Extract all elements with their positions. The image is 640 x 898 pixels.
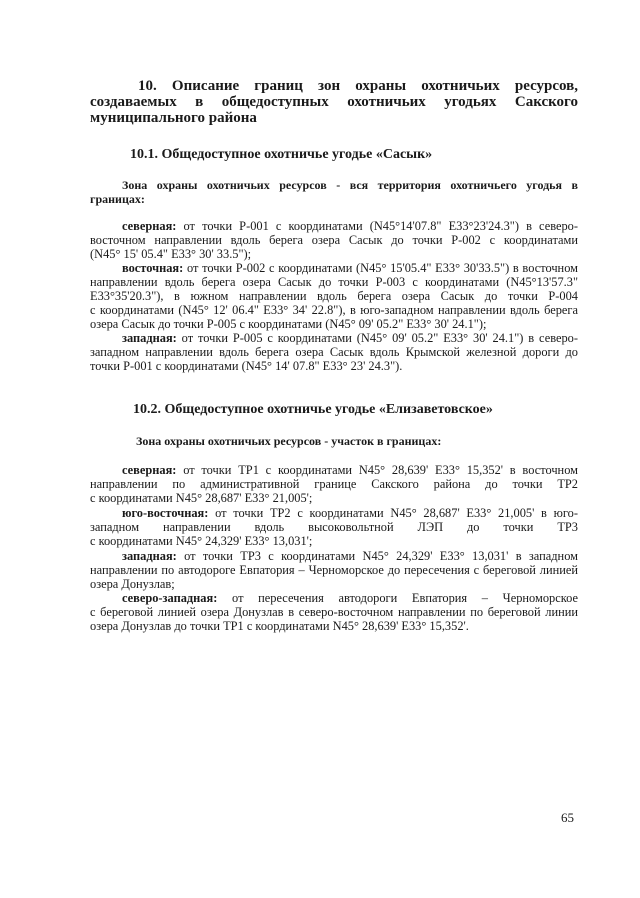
boundary-line [90,463,578,477]
boundary-line [90,591,578,605]
boundary-label: восточная: [122,261,184,275]
boundary-west [90,331,578,373]
boundary-west [90,549,578,591]
boundary-line: с координатами N45° 28,687' E33° 21,005'; [90,491,313,505]
boundary-line: направлении по административной границе Сакского района до точки ТР2 [90,477,578,491]
boundary-label: западная: [122,331,177,345]
section-heading [90,78,578,126]
boundary-line: западном направлении вдоль высоковольтной ЛЭП до точки ТР3 [90,520,578,534]
boundary-east [90,261,578,331]
zone-description-line: Зона охраны охотничьих ресурсов - вся территория охотничьего угодья в [122,178,578,192]
boundary-text: от точки Р-005 с координатами (N45° 09' 05.2" E33° 30' 24.1") в северо- [181,331,578,345]
boundary-line: озера Донузлав до точки ТР1 с координатами N45° 28,639' E33° 15,352'. [90,619,469,633]
boundary-southeast [90,506,578,548]
boundary-text: от точки Р-001 с координатами (N45°14'07.8" E33°23'24.3") в северо- [183,219,578,233]
boundary-line [90,331,578,345]
boundary-line: с координатами (N45° 12' 06.4" E33° 34' 22.8"), в юго-западном направлении вдоль берега [90,303,578,317]
page-content [90,0,578,633]
boundary-text: от точки ТР2 с координатами N45° 28,687' E33° 21,005' в юго- [215,506,578,520]
boundary-line: восточном направлении вдоль берега озера Сасык до точки Р-002 с координатами [90,233,578,247]
boundary-line [90,506,578,520]
boundary-list [90,219,578,373]
boundary-label: западная: [122,549,177,563]
heading-line [90,78,578,94]
boundary-line: озера Донузлав; [90,577,175,591]
boundary-line: (N45° 15' 05.4" E33° 30' 33.5"); [90,247,252,261]
boundary-line: направлении по автодороге Евпатория – Черноморское до пересечения с береговой линией [90,563,578,577]
boundary-line: направлении вдоль берега озера Сасык до точки Р-003 с координатами (N45°13'57.3" [90,275,578,289]
zone-description-line: границах: [90,192,145,206]
boundary-northwest [90,591,578,633]
boundary-list [90,463,578,633]
boundary-label: юго-восточная: [122,506,209,520]
boundary-text: от точки Р-002 с координатами (N45° 15'05.4" E33° 30'33.5") в восточном [186,261,578,275]
boundary-label: северо-западная: [122,591,218,605]
subsection-elizavetovskoe [90,402,578,633]
subsection-sasyk [90,147,578,373]
boundary-line [90,219,578,233]
boundary-line: точки Р-001 с координатами (N45° 14' 07.8" E33° 23' 24.3"). [90,359,403,373]
boundary-line: озера Сасык до точки Р-005 с координатами (N45° 09' 05.2" E33° 30' 24.1"); [90,317,487,331]
boundary-line: с координатами N45° 24,329' E33° 13,031'; [90,534,313,548]
zone-description [90,178,578,206]
boundary-text: от точки ТР3 с координатами N45° 24,329' E33° 13,031' в западном [184,549,578,563]
boundary-line [90,261,578,275]
heading-text: Описание границ зон охраны охотничьих ресурсов, [171,78,579,94]
heading-line: муниципального района [90,110,257,126]
boundary-north [90,219,578,261]
subsection-title: 10.2. Общедоступное охотничье угодье «Елизаветовское» [133,402,493,417]
section-number: 10. [138,78,157,94]
boundary-text: от пересечения автодороги Евпатория – Черноморское [232,591,578,605]
boundary-line: с береговой линией озера Донузлав в северо-восточном направлении по береговой линии [90,605,578,619]
heading-line: создаваемых в общедоступных охотничьих угодьях Сакского [90,94,578,110]
zone-description [90,434,578,448]
boundary-text: от точки ТР1 с координатами N45° 28,639' E33° 15,352' в восточном [183,463,578,477]
subsection-title: 10.1. Общедоступное охотничье угодье «Сасык» [130,147,433,162]
boundary-label: северная: [122,463,177,477]
zone-description-line: Зона охраны охотничьих ресурсов - участок в границах: [136,434,442,448]
boundary-label: северная: [122,219,177,233]
boundary-line: E33°35'20.3"), в южном направлении вдоль берега озера Сасык до точки Р-004 [90,289,578,303]
boundary-north [90,463,578,505]
page-number: 65 [561,810,574,825]
boundary-line [90,549,578,563]
boundary-line: западном направлении вдоль берега озера Сасык вдоль Крымской железной дороги до [90,345,578,359]
